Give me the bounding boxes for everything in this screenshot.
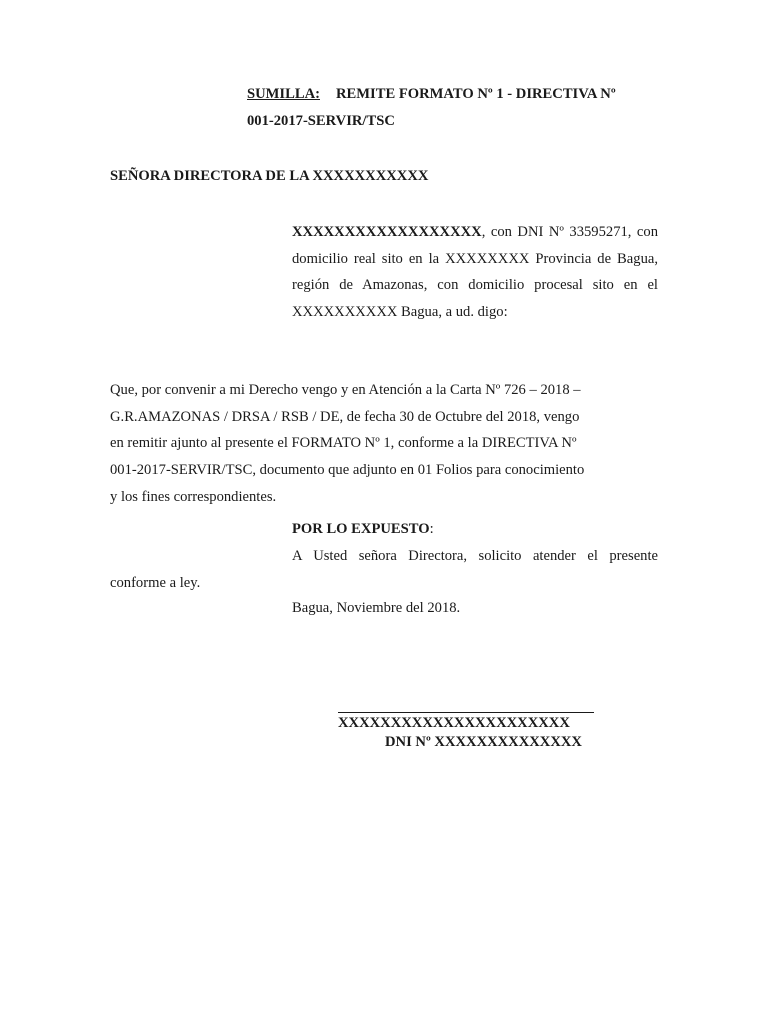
intro-text: , con DNI Nº 33595271, con domicilio real sito en la XXXXXXXX Provincia de Bagua, región de Amazonas, con domicilio procesal sito en el XXXXXXXXXX Bagua, a ud. digo: xyxy=(292,224,658,320)
closing-request-line1: A Usted señora Directora, solicito atender el presente xyxy=(292,548,658,564)
sumilla-text-line1: REMITE FORMATO Nº 1 - DIRECTIVA Nº xyxy=(335,86,616,102)
body-line: y los fines correspondientes. xyxy=(110,488,277,505)
body-paragraph xyxy=(110,377,656,511)
closing-title: POR LO EXPUESTO xyxy=(292,521,430,537)
intro-paragraph xyxy=(292,219,658,325)
applicant-name: XXXXXXXXXXXXXXXXXX xyxy=(292,224,482,240)
closing-heading xyxy=(292,521,434,538)
closing-request-line2: conforme a ley. xyxy=(110,575,201,591)
body-line: Que, por convenir a mi Derecho vengo y en Atención a la Carta Nº 726 – 2018 – xyxy=(110,382,581,398)
body-line: 001-2017-SERVIR/TSC, documento que adjunto en 01 Folios para conocimiento xyxy=(110,462,585,479)
signature-line xyxy=(338,712,594,713)
closing-title-colon: : xyxy=(429,521,434,537)
body-line: G.R.AMAZONAS / DRSA / RSB / DE, de fecha 30 de Octubre del 2018, vengo xyxy=(110,408,580,425)
sumilla-heading xyxy=(247,86,616,103)
signatory-dni: DNI Nº XXXXXXXXXXXXXX xyxy=(385,734,582,750)
body-line: en remitir ajunto al presente el FORMATO Nº 1, conforme a la DIRECTIVA Nº xyxy=(110,435,577,452)
place-and-date: Bagua, Noviembre del 2018. xyxy=(292,600,461,616)
sumilla-label: SUMILLA: xyxy=(247,86,320,102)
addressee: SEÑORA DIRECTORA DE LA XXXXXXXXXXX xyxy=(110,168,429,184)
signatory-name: XXXXXXXXXXXXXXXXXXXXXX xyxy=(338,715,570,731)
sumilla-text-line2: 001-2017-SERVIR/TSC xyxy=(247,113,395,129)
